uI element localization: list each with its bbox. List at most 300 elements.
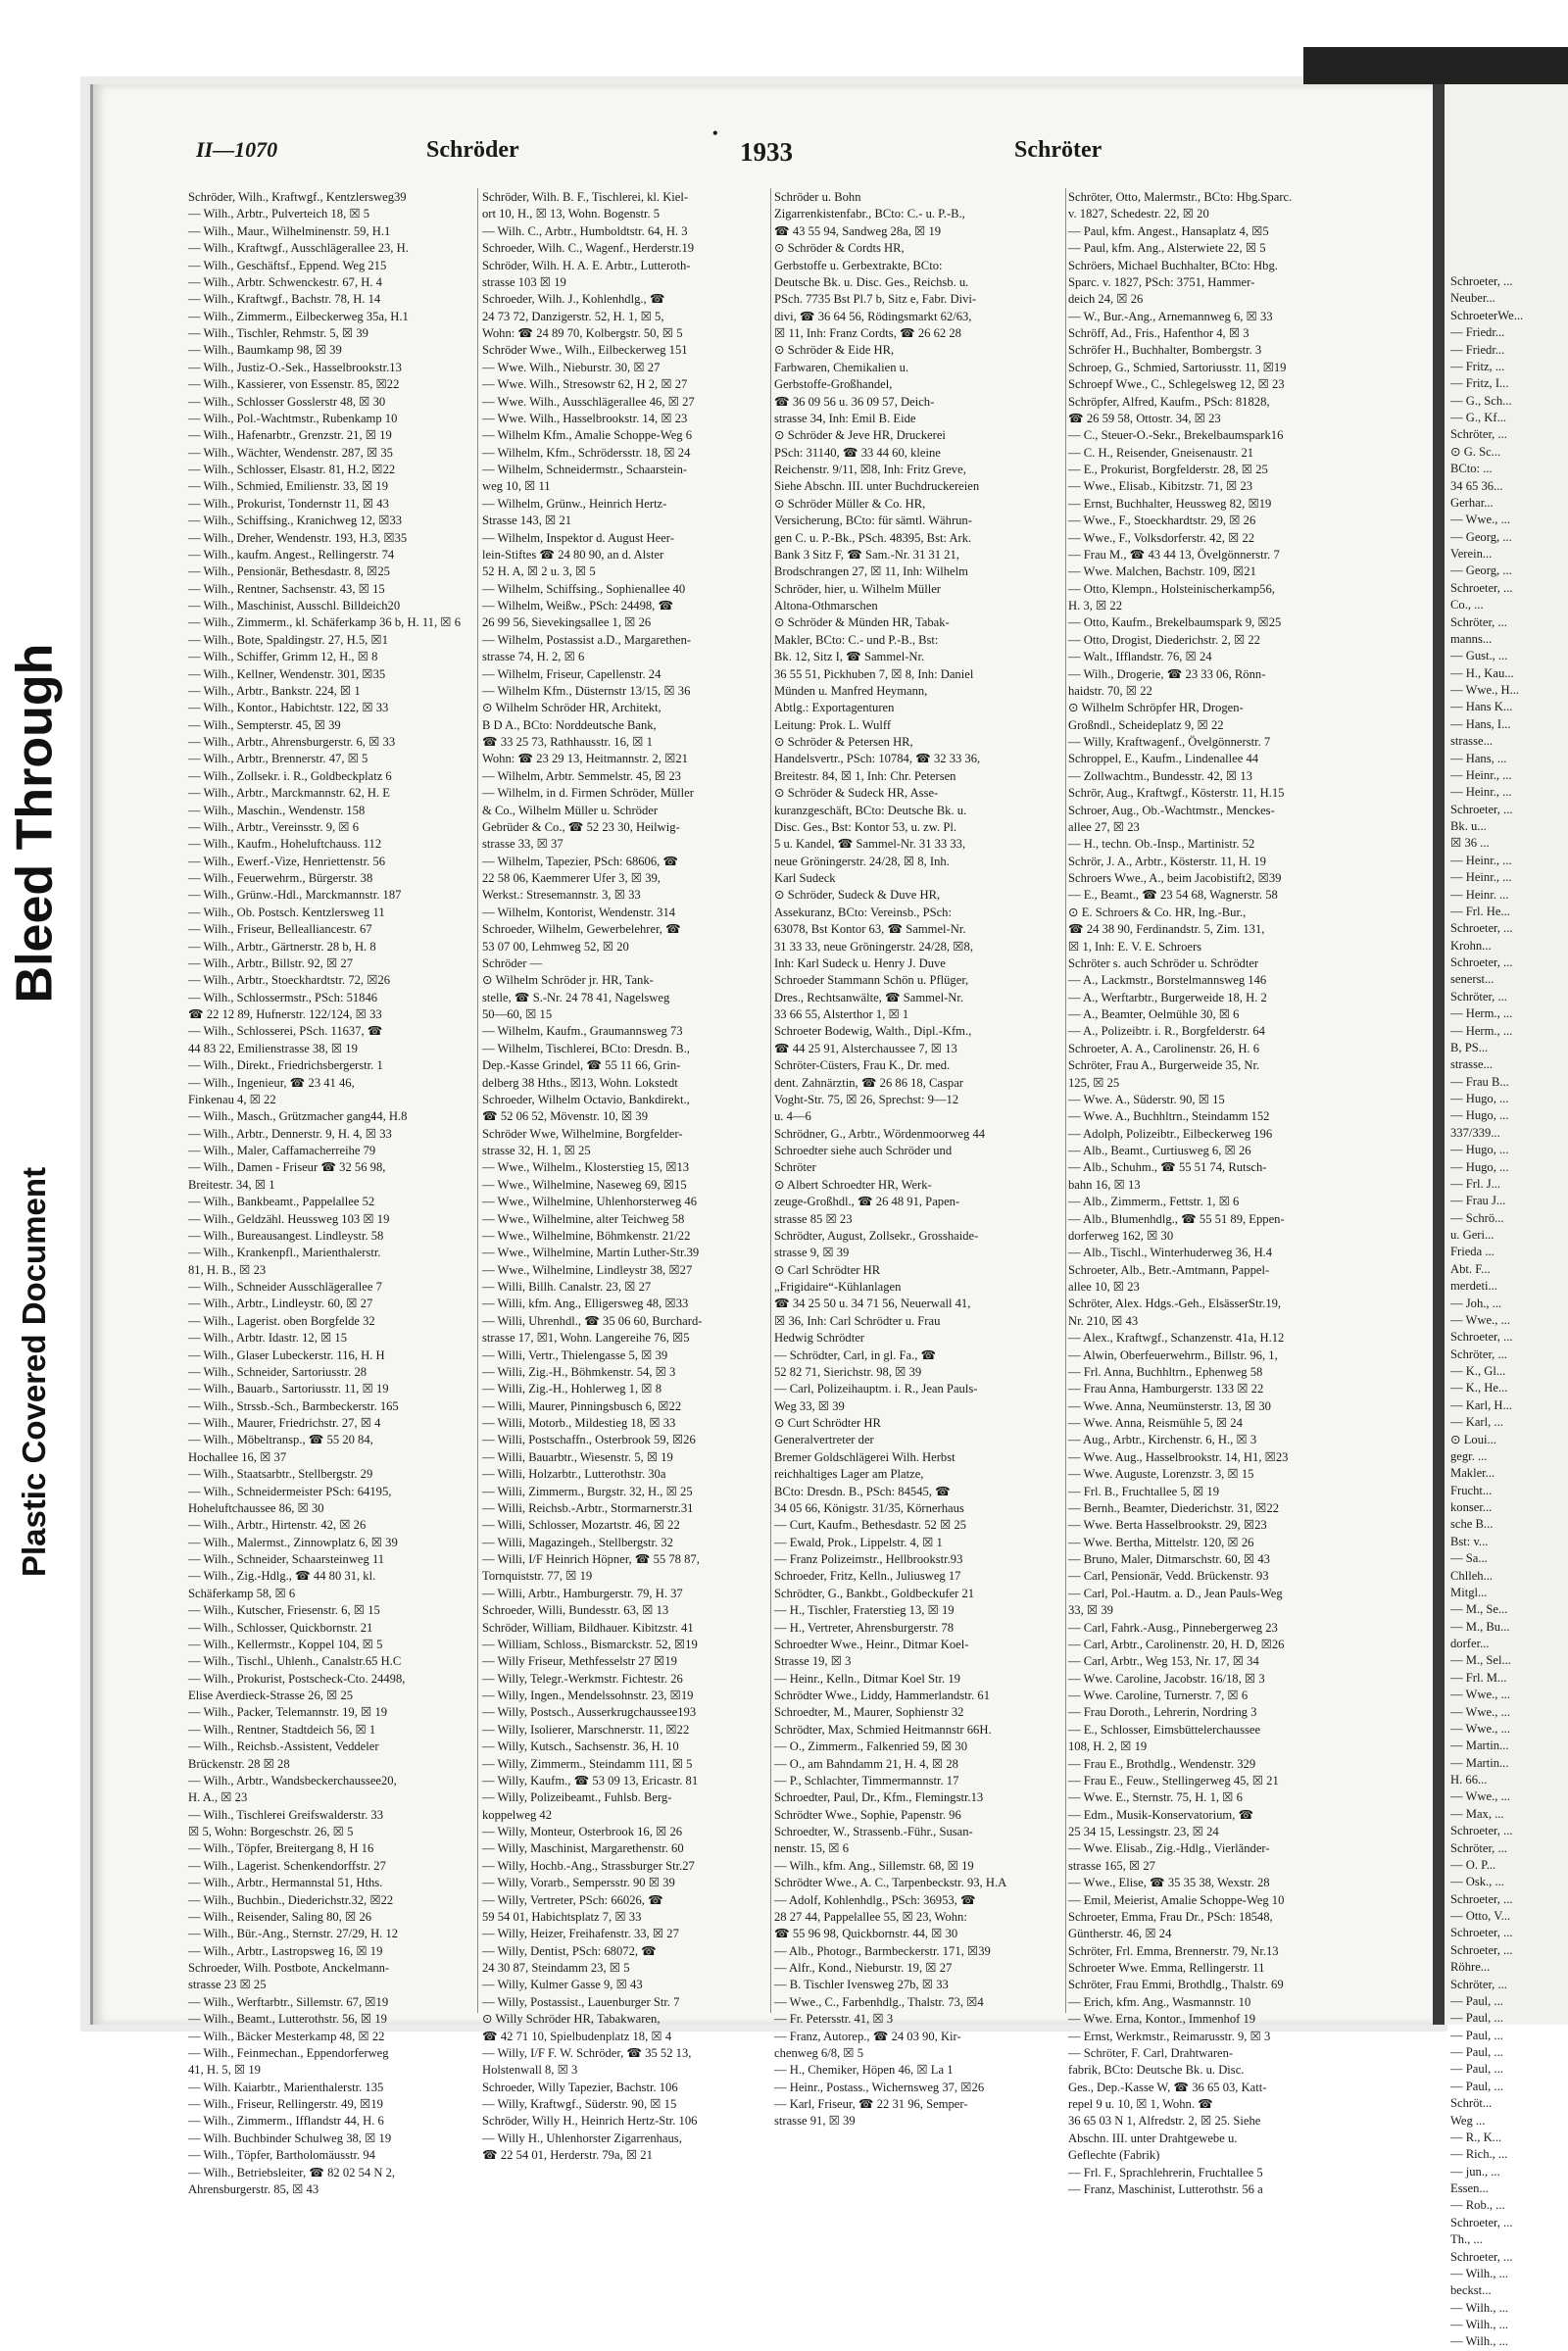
directory-entry: Siehe Abschn. III. unter Buchdruckereien (774, 479, 980, 494)
directory-entry: — Wilh., Friseur, Bellealliancestr. 67 (188, 922, 372, 937)
directory-entry: — W., Bur.-Ang., Arnemannweg 6, ☒ 33 (1068, 309, 1273, 323)
directory-entry: — Willi, Zimmerm., Burgstr. 32, H., ☒ 25 (482, 1484, 693, 1498)
directory-entry: — Friedr... (1450, 325, 1505, 340)
directory-entry: — Frau E., Feuw., Stellingerweg 45, ☒ 21 (1068, 1773, 1279, 1788)
directory-entry: — Wilh., Arbtr., Hermannstal 51, Hths. (188, 1876, 383, 1890)
directory-entry: ☎ 34 25 50 u. 34 71 56, Neuerwall 41, (774, 1297, 971, 1311)
directory-entry: gen C. u. P.-Bk., PSch. 48395, Bst: Ark. (774, 530, 972, 545)
directory-entry: — Willi, Vertr., Thielengasse 5, ☒ 39 (482, 1347, 668, 1362)
directory-entry: ⊙ Schröder & Münden HR, Tabak- (774, 615, 950, 630)
page-gutter (1433, 84, 1445, 2025)
directory-entry: Schäferkamp 58, ☒ 6 (188, 1586, 296, 1600)
directory-entry: — M., Se... (1450, 1602, 1508, 1617)
directory-entry: Schroeter, ... (1450, 1891, 1513, 1906)
directory-entry: — Carl, Polizeihauptm. i. R., Jean Pauls- (774, 1382, 978, 1396)
directory-entry: 24 73 72, Danzigerstr. 52, H. 1, ☒ 5, (482, 309, 664, 323)
directory-entry: — O., Zimmerm., Falkenried 59, ☒ 30 (774, 1739, 968, 1754)
directory-entry: — Wilhelm Kfm., Amalie Schoppe-Weg 6 (482, 428, 693, 443)
directory-entry: — Wwe., Wilhelmine, Uhlenhorsterweg 46 (482, 1195, 698, 1209)
directory-entry: — Schröter, F. Carl, Drahtwaren- (1068, 2045, 1234, 2060)
directory-entry: — Wilhelm, Friseur, Capellenstr. 24 (482, 666, 662, 681)
directory-entry: — Wilh., Packer, Telemannstr. 19, ☒ 19 (188, 1705, 388, 1720)
directory-entry: Schroeter, ... (1450, 274, 1513, 288)
directory-entry: PSch. 7735 Bst Pl.7 b, Sitz e, Fabr. Divi- (774, 292, 977, 307)
directory-entry: — Wwe. Malchen, Bachstr. 109, ☒21 (1068, 564, 1256, 579)
directory-entry: Schröter, Alex. Hdgs.-Geh., ElsässerStr.19, (1068, 1297, 1282, 1311)
directory-entry: Schröder, hier, u. Wilhelm Müller (774, 581, 941, 596)
directory-entry: BCto: ... (1450, 462, 1493, 476)
directory-entry: — Willi, Zig.-H., Hohlerweg 1, ☒ 8 (482, 1382, 662, 1396)
directory-entry: — E., Beamt., ☎ 23 54 68, Wagnerstr. 58 (1068, 888, 1278, 903)
directory-entry: — Willy, Kaufm., ☎ 53 09 13, Ericastr. 81 (482, 1773, 699, 1788)
directory-entry: — Wilh., Zollsekr. i. R., Goldbeckplatz 6 (188, 768, 392, 783)
directory-entry: — Carl, Pol.-Hautm. a. D., Jean Pauls-Weg (1068, 1586, 1283, 1600)
directory-entry: strasse 165, ☒ 27 (1068, 1858, 1155, 1873)
directory-entry: Schroeter, Alb., Betr.-Amtmann, Pappel- (1068, 1262, 1270, 1277)
directory-entry: — Heinr., ... (1450, 785, 1512, 800)
directory-entry: — Willy, Telegr.-Werkmstr. Fichtestr. 26 (482, 1671, 683, 1686)
directory-entry: — Wilh., Schlosser, Elsastr. 81, H.2, ☒22 (188, 463, 396, 476)
directory-entry: strasse 9, ☒ 39 (774, 1246, 850, 1260)
directory-entry: Schroeder, Wilhelm, Gewerbelehrer, ☎ (482, 922, 681, 937)
directory-entry: ⊙ Wilhelm Schröpfer HR, Drogen- (1068, 701, 1244, 715)
directory-entry: — Wilh., Maurer, Friedrichstr. 27, ☒ 4 (188, 1416, 381, 1430)
header-dot: • (712, 125, 718, 142)
directory-entry: Elise Averdieck-Strasse 26, ☒ 25 (188, 1689, 354, 1702)
directory-entry: — Wilh., Friseur, Rellingerstr. 49, ☒19 (188, 2097, 383, 2111)
directory-entry: Gebrüder & Co., ☎ 52 23 30, Heilwig- (482, 819, 680, 834)
directory-entry: Schroedter, Paul, Dr., Kfm., Flemingstr.13 (774, 1790, 984, 1805)
directory-entry: zeuge-Großhdl., ☎ 26 48 91, Papen- (774, 1195, 960, 1209)
directory-entry: Hoheluftchaussee 86, ☒ 30 (188, 1500, 324, 1515)
directory-entry: konser... (1450, 1500, 1493, 1514)
directory-entry: strasse... (1450, 1057, 1494, 1072)
directory-entry: — Wilhelm, Postassist a.D., Margarethen- (482, 632, 692, 647)
directory-entry: Schroeter, ... (1450, 1330, 1513, 1345)
directory-entry: Voght-Str. 75, ☒ 26, Sprechst: 9—12 (774, 1092, 959, 1106)
directory-entry: — Wilh., Schiffer, Grimm 12, H., ☒ 8 (188, 650, 378, 664)
directory-entry: Schrödner, G., Arbtr., Wördenmoorweg 44 (774, 1126, 986, 1141)
directory-entry: 33, ☒ 39 (1068, 1603, 1113, 1618)
directory-entry: — Wilh., Maler, Caffamacherreihe 79 (188, 1144, 376, 1157)
directory-entry: Finkenau 4, ☒ 22 (188, 1092, 276, 1106)
directory-entry: — Wwe., Wilhelmine, Naseweg 69, ☒15 (482, 1177, 687, 1192)
directory-entry: — Wilh., Feinmechan., Eppendorferweg (188, 2045, 389, 2060)
directory-entry: — Erich, kfm. Ang., Wasmannstr. 10 (1068, 1994, 1251, 2009)
directory-entry: — Wilhelm, Tapezier, PSch: 68606, ☎ (482, 854, 679, 868)
directory-entry: 22 58 06, Kaemmerer Ufer 3, ☒ 39, (482, 871, 661, 885)
directory-entry: Schrödter Wwe., Sophie, Papenstr. 96 (774, 1807, 961, 1822)
directory-entry: — Alb., Beamt., Curtiusweg 6, ☒ 26 (1068, 1144, 1251, 1157)
directory-entry: — H., Tischler, Fraterstieg 13, ☒ 19 (774, 1603, 955, 1618)
directory-entry: Schroeter Bodewig, Walth., Dipl.-Kfm., (774, 1024, 972, 1039)
directory-entry: — Aug., Arbtr., Kirchenstr. 6, H., ☒ 3 (1068, 1433, 1257, 1447)
directory-entry: Schröder, Willy H., Heinrich Hertz-Str. 106 (482, 2114, 698, 2129)
directory-entry: Reichenstr. 9/11, ☒8, Inh: Fritz Greve, (774, 463, 966, 476)
directory-entry: Chlleh... (1450, 1568, 1494, 1583)
directory-entry: — Paul, kfm. Ang., Alsterwiete 22, ☒ 5 (1068, 241, 1266, 256)
directory-entry: — Wilh., Staatsarbtr., Stellbergstr. 29 (188, 1467, 373, 1482)
directory-entry: — Frau Anna, Hamburgerstr. 133 ☒ 22 (1068, 1382, 1264, 1396)
directory-entry: — Wwe. Wilh., Hasselbrookstr. 14, ☒ 23 (482, 411, 688, 425)
directory-entry: — Ernst, Buchhalter, Heussweg 82, ☒19 (1068, 496, 1272, 511)
directory-entry: — Wilhelm, Kontorist, Wendenstr. 314 (482, 905, 676, 919)
directory-entry: — A., Polizeibtr. i. R., Borgfelderstr. 64 (1068, 1024, 1265, 1039)
directory-entry: — Wilh., Arbtr., Lastropsweg 16, ☒ 19 (188, 1943, 383, 1958)
directory-entry: — Alex., Kraftwgf., Schanzenstr. 41a, H.12 (1068, 1331, 1285, 1346)
directory-entry: Schroppel, E., Kaufm., Lindenallee 44 (1068, 752, 1259, 766)
directory-entry: — Wilh., Krankenpfl., Marienthalerstr. (188, 1246, 381, 1260)
directory-entry: — Wilhelm, Arbtr. Semmelstr. 45, ☒ 23 (482, 768, 681, 783)
directory-entry: — Paul, ... (1450, 1993, 1503, 2008)
directory-entry: Co., ... (1450, 598, 1484, 612)
directory-entry: Ahrensburgerstr. 85, ☒ 43 (188, 2181, 319, 2196)
directory-entry: — Wwe., ... (1450, 1704, 1510, 1719)
directory-entry: — Wilh., Rentner, Stadtdeich 56, ☒ 1 (188, 1722, 376, 1737)
directory-entry: H. A., ☒ 23 (188, 1790, 248, 1805)
directory-entry: ⊙ Schröder, Sudeck & Duve HR, (774, 888, 941, 903)
directory-entry: — Wilh., Tischl., Uhlenh., Canalstr.65 H.C (188, 1654, 402, 1669)
directory-entry: Frucht... (1450, 1483, 1493, 1497)
directory-entry: Schrödter Wwe., Liddy, Hammerlandstr. 61 (774, 1689, 990, 1702)
directory-entry: — Wilh., Baumkamp 98, ☒ 39 (188, 343, 342, 358)
directory-entry: — Wilh., ... (1450, 2266, 1509, 2280)
directory-entry: — Frau M., ☎ 43 44 13, Övelgönnerstr. 7 (1068, 547, 1280, 562)
directory-entry: Assekuranz, BCto: Vereinsb., PSch: (774, 905, 952, 919)
directory-entry: — Wilh., Geschäftsf., Eppend. Weg 215 (188, 258, 387, 272)
directory-entry: — Alb., Blumenhdlg., ☎ 55 51 89, Eppen- (1068, 1211, 1285, 1226)
directory-entry: — Wilh., Schmied, Emilienstr. 33, ☒ 19 (188, 479, 388, 494)
directory-entry: — Willy, Isolierer, Marschnerstr. 11, ☒22 (482, 1722, 690, 1737)
directory-entry: — Wilh., Schneider, Sartoriusstr. 28 (188, 1364, 368, 1379)
directory-entry: strasse 33, ☒ 37 (482, 837, 564, 852)
directory-entry: — H., Vertreter, Ahrensburgerstr. 78 (774, 1620, 955, 1635)
directory-entry: — Wilh., Arbtr., Pulverteich 18, ☒ 5 (188, 207, 370, 221)
directory-entry: — Schrö... (1450, 1210, 1504, 1225)
directory-entry: — Wilh., Kraftwgf., Ausschlägerallee 23, H. (188, 241, 409, 256)
directory-entry: Schroeder, Wilh. J., Kohlenhdlg., ☎ (482, 292, 665, 307)
directory-entry: ☎ 22 54 01, Herderstr. 79a, ☒ 21 (482, 2148, 653, 2163)
directory-entry: Schröter, Frau A., Burgerweide 35, Nr. (1068, 1058, 1260, 1073)
directory-entry: — Willy, Postsch., Ausserkrugchaussee193 (482, 1705, 697, 1720)
directory-entry: — Wwe. Aug., Hasselbrookstr. 14, H1, ☒23 (1068, 1449, 1289, 1464)
directory-entry: ☒ 36 ... (1450, 836, 1490, 851)
directory-entry: Abt. F... (1450, 1261, 1491, 1276)
directory-entry: Schroepf Wwe., C., Schlegelsweg 12, ☒ 23 (1068, 377, 1285, 392)
directory-entry: — Wilhelm, Grünw., Heinrich Hertz- (482, 496, 667, 511)
directory-entry: ⊙ Schröder & Petersen HR, (774, 735, 913, 749)
directory-entry: — Wilh., Kellner, Wendenstr. 301, ☒35 (188, 666, 386, 681)
directory-entry: — Wilh., Prokurist, Tondernstr 11, ☒ 43 (188, 496, 389, 511)
directory-entry: Dres., Rechtsanwälte, ☎ Sammel-Nr. (774, 990, 964, 1004)
directory-entry: — Martin... (1450, 1739, 1509, 1753)
directory-entry: Disc. Ges., Bst: Kontor 53, u. zw. Pl. (774, 819, 956, 834)
directory-entry: Leitung: Prok. L. Wulff (774, 717, 892, 732)
directory-entry: — Willy, Hochb.-Ang., Strassburger Str.27 (482, 1858, 695, 1873)
directory-entry: — Ewald, Prok., Lippelstr. 4, ☒ 1 (774, 1535, 943, 1549)
bleed-through-label (0, 549, 69, 1098)
directory-entry: — Willy, Kutsch., Sachsenstr. 36, H. 10 (482, 1739, 679, 1754)
directory-column-3 (774, 189, 1068, 2129)
directory-entry: — Wilh., Arbtr., Marckmannstr. 62, H. E (188, 786, 390, 801)
directory-entry: — Wilh., Schlosser, Quickbornstr. 21 (188, 1620, 373, 1635)
directory-entry: — Wilh., Kutscher, Friesenstr. 6, ☒ 15 (188, 1603, 380, 1618)
directory-entry: Schroeter, A. A., Carolinenstr. 26, H. 6 (1068, 1041, 1260, 1055)
directory-entry: ☎ 43 55 94, Sandweg 28a, ☒ 19 (774, 223, 942, 238)
directory-entry: Schröter, ... (1450, 1840, 1507, 1855)
directory-entry: Karl Sudeck (774, 871, 836, 885)
directory-entry: — Edm., Musik-Konservatorium, ☎ (1068, 1807, 1254, 1822)
directory-entry: — Wwe., Elise, ☎ 35 35 38, Wexstr. 28 (1068, 1876, 1270, 1890)
directory-entry: — Wilh., Schlosserei, PSch. 11637, ☎ (188, 1024, 383, 1039)
directory-entry: — Willy, Kulmer Gasse 9, ☒ 43 (482, 1978, 643, 1992)
directory-entry: Makler, BCto: C.- und P.-B., Bst: (774, 632, 939, 647)
directory-entry: — Wilh., Strssb.-Sch., Barmbeckerstr. 165 (188, 1398, 399, 1413)
directory-entry: 26 99 56, Sievekingsallee 1, ☒ 26 (482, 615, 652, 630)
directory-entry: Schröter, ... (1450, 427, 1507, 442)
directory-entry: Weg 33, ☒ 39 (774, 1398, 845, 1413)
directory-entry: — Willi, kfm. Ang., Elligersweg 48, ☒33 (482, 1297, 689, 1311)
directory-entry: — Wilh., Arbtr., Billstr. 92, ☒ 27 (188, 955, 353, 970)
adjacent-page-column (1450, 273, 1566, 2349)
directory-entry: — Fritz, I... (1450, 376, 1509, 391)
directory-entry: u. Geri... (1450, 1228, 1494, 1242)
directory-entry: — Frau E., Brothdlg., Wendenstr. 329 (1068, 1756, 1256, 1771)
directory-entry: Schröers, Michael Buchhalter, BCto: Hbg. (1068, 258, 1278, 272)
directory-entry: — Wilh., Schlosser Gosslerstr 48, ☒ 30 (188, 394, 386, 409)
directory-entry: — Wwe. E., Sternstr. 75, H. 1, ☒ 6 (1068, 1790, 1243, 1805)
directory-entry: Altona-Othmarschen (774, 599, 878, 612)
directory-entry: — Wilh., Kellermstr., Koppel 104, ☒ 5 (188, 1637, 383, 1651)
directory-entry: Schroeter, ... (1450, 1824, 1513, 1838)
directory-entry: — Wwe., ... (1450, 1721, 1510, 1736)
directory-entry: ⊙ Albert Schroedter HR, Werk- (774, 1177, 932, 1192)
directory-entry: strasse 103 ☒ 19 (482, 274, 566, 289)
directory-entry: — Frau Doroth., Lehrerin, Nordring 3 (1068, 1705, 1257, 1720)
directory-entry: Schröter, Otto, Malermstr., BCto: Hbg.Sparc. (1068, 190, 1293, 204)
directory-entry: Schroep, G., Schmied, Sartoriusstr. 11, ☒19 (1068, 360, 1287, 374)
directory-entry: 52 82 71, Sierichstr. 98, ☒ 39 (774, 1364, 922, 1379)
directory-entry: — Wilh., Arbtr. Idastr. 12, ☒ 15 (188, 1331, 348, 1346)
directory-entry: — H., Kau... (1450, 665, 1514, 680)
directory-entry: — Wwe., Wilhelmine, Martin Luther-Str.39 (482, 1246, 700, 1260)
directory-entry: — Willy, Kraftwgf., Süderstr. 90, ☒ 15 (482, 2097, 677, 2111)
directory-entry: — Emil, Meierist, Amalie Schoppe-Weg 10 (1068, 1892, 1285, 1907)
directory-entry: Hedwig Schrödter (774, 1331, 864, 1346)
directory-entry: — Hans, ... (1450, 751, 1507, 765)
directory-entry: beckst... (1450, 2283, 1492, 2298)
directory-entry: — Willy, Monteur, Osterbrook 16, ☒ 26 (482, 1825, 683, 1838)
directory-entry: — Wilh., Drogerie, ☎ 23 33 06, Rönn- (1068, 666, 1266, 681)
directory-entry: — Willy, Maschinist, Margarethenstr. 60 (482, 1841, 684, 1856)
directory-entry: Strasse 143, ☒ 21 (482, 514, 572, 528)
directory-entry: Schroeder, Willi, Bundesstr. 63, ☒ 13 (482, 1603, 669, 1618)
directory-entry: — Willy, Dentist, PSch: 68072, ☎ (482, 1943, 657, 1958)
directory-entry: — Willi, I/F Heinrich Höpner, ☎ 55 78 87, (482, 1552, 700, 1566)
directory-entry: H. 66... (1450, 1773, 1488, 1787)
directory-entry: — Willy, Vorarb., Sempersstr. 90 ☒ 39 (482, 1876, 675, 1890)
directory-entry: — Willy, Polizeibeamt., Fuhlsb. Berg- (482, 1790, 672, 1805)
directory-entry: — Wilh., Pensionär, Bethesdastr. 8, ☒25 (188, 564, 390, 579)
directory-entry: — Frl. J... (1450, 1176, 1501, 1191)
directory-entry: — Wilhelm, Schiffsing., Sophienallee 40 (482, 581, 686, 596)
directory-entry: 125, ☒ 25 (1068, 1075, 1120, 1090)
directory-entry: — Wilh., Malermst., Zinnowplatz 6, ☒ 39 (188, 1535, 398, 1549)
directory-entry: — Wilh., Maschin., Wendenstr. 158 (188, 803, 366, 817)
directory-entry: Schroeter, ... (1450, 1942, 1513, 1957)
directory-entry: — Willi, Postschaffn., Osterbrook 59, ☒26 (482, 1433, 696, 1447)
directory-entry: — Wwe. Bertha, Mittelstr. 120, ☒ 26 (1068, 1535, 1254, 1549)
directory-entry: Schröter, ... (1450, 989, 1507, 1004)
directory-entry: Schroeter Wwe. Emma, Rellingerstr. 11 (1068, 1961, 1265, 1975)
directory-entry: Schrör, Aug., Kraftwgf., Kösterstr. 11, H.15 (1068, 786, 1285, 801)
directory-entry: ⊙ G. Sc... (1450, 444, 1501, 459)
directory-entry: Gerbstoffe u. Gerbextrakte, BCto: (774, 258, 943, 272)
directory-entry: merdeti... (1450, 1279, 1497, 1294)
directory-entry: — A., Werftarbtr., Burgerweide 18, H. 2 (1068, 990, 1267, 1004)
directory-entry: — Heinr., Kelln., Ditmar Koel Str. 19 (774, 1671, 960, 1686)
directory-entry: — Karl, ... (1450, 1415, 1503, 1430)
directory-entry: — Wilh., Töpfer, Bartholomäusstr. 94 (188, 2148, 375, 2163)
directory-entry: 31 33 33, neue Gröningerstr. 24/28, ☒8, (774, 939, 973, 954)
directory-entry: — Wilh., Tischler, Rehmstr. 5, ☒ 39 (188, 326, 368, 340)
directory-entry: 44 83 22, Emilienstrasse 38, ☒ 19 (188, 1041, 358, 1055)
directory-entry: Schröff, Ad., Fris., Hafenthor 4, ☒ 3 (1068, 326, 1250, 340)
directory-entry: — E., Schlosser, Eimsbüttelerchaussee (1068, 1722, 1261, 1737)
directory-entry: Schroedter Wwe., Heinr., Ditmar Koel- (774, 1637, 969, 1651)
directory-entry: Schröter, Frl. Emma, Brennerstr. 79, Nr.13 (1068, 1943, 1279, 1958)
directory-entry: — G., Sch... (1450, 393, 1512, 408)
directory-entry: chenweg 6/8, ☒ 5 (774, 2045, 864, 2060)
directory-entry: 108, H. 2, ☒ 19 (1068, 1739, 1148, 1754)
directory-column-2 (482, 189, 766, 2163)
directory-entry: — Wilh., Lagerist. oben Borgfelde 32 (188, 1313, 375, 1328)
directory-entry: Gerhar... (1450, 495, 1494, 510)
adjacent-page (1445, 84, 1568, 2349)
directory-entry: Schröder, William, Bildhauer. Kibitzstr. 41 (482, 1620, 694, 1635)
directory-entry: — Joh., ... (1450, 1296, 1502, 1310)
directory-entry: — Wilh., Arbtr., Dennerstr. 9, H. 4, ☒ 33 (188, 1126, 392, 1141)
directory-entry: — Wwe., ... (1450, 513, 1510, 527)
page-number: II—1070 (196, 137, 278, 162)
directory-entry: ⊙ Schröder & Sudeck HR, Asse- (774, 786, 939, 801)
directory-entry: — Willi, Uhrenhdl., ☎ 35 06 60, Burchard- (482, 1313, 703, 1328)
directory-entry: — Wwe. Wilh., Stresowstr 62, H 2, ☒ 27 (482, 377, 688, 392)
directory-entry: Schröder, Wilh., Kraftwgf., Kentzlersweg39 (188, 190, 407, 204)
directory-entry: Breitestr. 34, ☒ 1 (188, 1177, 275, 1192)
directory-entry: Schroedter, W., Strassenb.-Führ., Susan- (774, 1825, 973, 1838)
directory-entry: ☒ 1, Inh: E. V. E. Schroers (1068, 939, 1202, 954)
directory-entry: Bremer Goldschlägerei Wilh. Herbst (774, 1449, 956, 1464)
directory-entry: — C., Steuer-O.-Sekr., Brekelbaumspark16 (1068, 428, 1284, 443)
directory-entry: Generalvertreter der (774, 1433, 874, 1447)
directory-entry: — Wilh., Maur., Wilhelminenstr. 59, H.1 (188, 223, 391, 238)
directory-entry: stelle, ☎ S.-Nr. 24 78 41, Nagelsweg (482, 990, 670, 1004)
directory-entry: — Wilhelm, Tischlerei, BCto: Dresdn. B., (482, 1041, 690, 1055)
directory-entry: — Wilh., Bureausangest. Lindleystr. 58 (188, 1228, 384, 1243)
column-rule (770, 188, 771, 2013)
directory-entry: — Georg, ... (1450, 529, 1512, 544)
directory-entry: B, PS... (1450, 1040, 1489, 1054)
directory-entry: Abschn. III. unter Drahtgewebe u. (1068, 2131, 1238, 2145)
directory-entry: — Wilh., Arbtr., Hirtenstr. 42, ☒ 26 (188, 1518, 367, 1533)
directory-entry: — O. P... (1450, 1857, 1496, 1872)
directory-entry: Schröder u. Bohn (774, 190, 861, 204)
directory-entry: — Schrödter, Carl, in gl. Fa., ☎ (774, 1347, 937, 1362)
directory-entry: — Max, ... (1450, 1806, 1504, 1821)
directory-entry: — Wilh., Schneidermeister PSch: 64195, (188, 1484, 392, 1498)
directory-entry: — Wwe., F., Volksdorferstr. 42, ☒ 22 (1068, 530, 1255, 545)
directory-entry: — Bruno, Maler, Ditmarschstr. 60, ☒ 43 (1068, 1552, 1270, 1566)
directory-entry: — Martin... (1450, 1755, 1509, 1770)
plastic-covered-text: Plastic Covered Document (16, 1166, 52, 1578)
directory-entry: 81, H. B., ☒ 23 (188, 1262, 267, 1277)
directory-entry: — Bernh., Beamter, Diederichstr. 31, ☒22 (1068, 1500, 1280, 1515)
directory-entry: Schroeder, Wilh. C., Wagenf., Herderstr.19 (482, 241, 695, 256)
directory-entry: — Wilh., Schneider, Schaarsteinweg 11 (188, 1552, 385, 1566)
directory-entry: — Frau B... (1450, 1074, 1509, 1089)
directory-entry: ⊙ Loui... (1450, 1432, 1496, 1446)
directory-entry: — Wilh., Zig.-Hdlg., ☎ 44 80 31, kl. (188, 1569, 376, 1584)
directory-column-1 (188, 189, 512, 2196)
directory-entry: — Wilh., Bote, Spaldingstr. 27, H.5, ☒1 (188, 632, 389, 647)
header-left-name: Schröder (426, 137, 519, 163)
directory-entry: Schröpfer, Alfred, Kaufm., PSch: 81828, (1068, 394, 1270, 409)
directory-entry: strasse... (1450, 734, 1494, 749)
directory-entry: Krohn... (1450, 938, 1492, 953)
directory-entry: 33 66 55, Alsterthor 1, ☒ 1 (774, 1007, 909, 1021)
directory-entry: — Wwe. Erna, Kontor., Immenhof 19 (1068, 2012, 1256, 2027)
directory-entry: — Alwin, Oberfeuerwehrm., Billstr. 96, 1, (1068, 1347, 1278, 1362)
directory-entry: dorferweg 162, ☒ 30 (1068, 1228, 1174, 1243)
directory-entry: Schröter, ... (1450, 1347, 1507, 1361)
directory-entry: strasse 32, H. 1, ☒ 25 (482, 1144, 591, 1157)
directory-entry: Schroeder, Wilhelm Octavio, Bankdirekt., (482, 1092, 690, 1106)
directory-entry: 59 54 01, Habichtsplatz 7, ☒ 33 (482, 1909, 642, 1924)
directory-entry: 28 27 44, Pappelallee 55, ☒ 23, Wohn: (774, 1909, 967, 1924)
directory-entry: 25 34 15, Lessingstr. 23, ☒ 24 (1068, 1825, 1219, 1838)
directory-entry: — Franz Polizeimstr., Hellbrookstr.93 (774, 1552, 963, 1566)
directory-entry: — Willy, Ingen., Mendelssohnstr. 23, ☒19 (482, 1689, 694, 1702)
directory-entry: — Wilh., Bür.-Ang., Sternstr. 27/29, H. 12 (188, 1927, 399, 1941)
directory-entry: — Karl, H... (1450, 1397, 1512, 1412)
directory-entry: ⊙ Schröder & Eide HR, (774, 343, 895, 358)
directory-entry: — Willi, Arbtr., Hamburgerstr. 79, H. 37 (482, 1586, 683, 1600)
directory-entry: — Sa... (1450, 1551, 1488, 1566)
directory-entry: lein-Stiftes ☎ 24 80 90, an d. Alster (482, 547, 664, 562)
directory-entry: — Carl, Arbtr., Weg 153, Nr. 17, ☒ 34 (1068, 1654, 1259, 1669)
directory-entry: — Willy, Postassist., Lauenburger Str. 7 (482, 1994, 680, 2009)
directory-entry: Schroeder, Fritz, Kelln., Juliusweg 17 (774, 1569, 961, 1584)
directory-entry: — Frl. M... (1450, 1670, 1507, 1685)
directory-entry: — Paul, ... (1450, 2045, 1503, 2059)
directory-entry: — Wilh., Zimmerm., kl. Schäferkamp 36 b, H. 11, ☒ 6 (188, 615, 462, 630)
directory-entry: strasse 34, Inh: Emil B. Eide (774, 411, 916, 425)
directory-entry: Schroeter, ... (1450, 802, 1513, 816)
directory-entry: Geflechte (Fabrik) (1068, 2148, 1160, 2163)
directory-entry: Schroeder Stammann Schön u. Pflüger, (774, 973, 969, 988)
directory-entry: — Fritz, ... (1450, 359, 1505, 373)
directory-entry: — Wilh., Buchbin., Diederichstr.32, ☒22 (188, 1892, 394, 1907)
directory-entry: ⊙ Willy Schröder HR, Tabakwaren, (482, 2012, 661, 2027)
directory-entry: — Paul, kfm. Angest., Hansaplatz 4, ☒5 (1068, 223, 1269, 238)
directory-entry: Schroeter, ... (1450, 2249, 1513, 2264)
directory-entry: bahn 16, ☒ 13 (1068, 1177, 1141, 1192)
directory-entry: strasse 17, ☒1, Wohn. Langereihe 76, ☒5 (482, 1331, 690, 1346)
directory-entry: — jun., ... (1450, 2164, 1500, 2179)
directory-entry: — Wilh., Kontor., Habichtstr. 122, ☒ 33 (188, 701, 389, 715)
directory-entry: — Fr. Petersstr. 41, ☒ 3 (774, 2012, 894, 2027)
